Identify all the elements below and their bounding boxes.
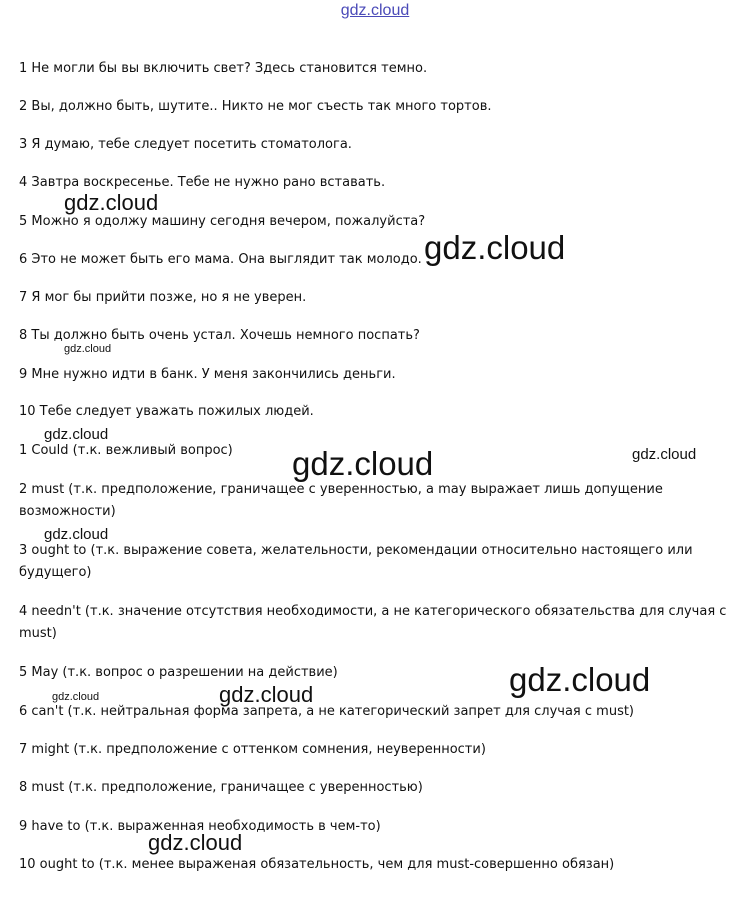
- translation-line: 2 Вы, должно быть, шутите.. Никто не мог съесть так много тортов.: [19, 99, 492, 114]
- answer-line: 5 May (т.к. вопрос о разрешении на действие): [19, 665, 338, 680]
- translation-line: 8 Ты должно быть очень устал. Хочешь немного поспать?: [19, 328, 420, 343]
- answer-line: 2 must (т.к. предположение, граничащее с уверенностью, а may выражает лишь допущение возможности): [19, 482, 663, 519]
- header-watermark: gdz.cloud: [340, 2, 410, 19]
- translation-line: 5 Можно я одолжу машину сегодня вечером, пожалуйста?: [19, 214, 426, 229]
- translation-line: 9 Мне нужно идти в банк. У меня закончились деньги.: [19, 367, 396, 382]
- watermark: gdz.cloud: [424, 229, 566, 266]
- answer-line: 9 have to (т.к. выраженная необходимость в чем-то): [19, 819, 381, 834]
- answer-line: 8 must (т.к. предположение, граничащее с уверенностью): [19, 780, 423, 795]
- watermark: gdz.cloud: [509, 661, 651, 698]
- watermark: gdz.cloud: [44, 526, 109, 543]
- watermark: gdz.cloud: [292, 445, 434, 482]
- watermark: gdz.cloud: [44, 426, 109, 443]
- watermark: gdz.cloud: [148, 830, 243, 855]
- answer-line: 6 can't (т.к. нейтральная форма запрета, а не категорический запрет для случая с must): [19, 704, 635, 719]
- watermark: gdz.cloud: [219, 682, 314, 707]
- translation-line: 6 Это не может быть его мама. Она выглядит так молодо.: [19, 252, 422, 267]
- watermark: gdz.cloud: [64, 343, 112, 355]
- watermark: gdz.cloud: [632, 446, 697, 463]
- answer-line: 4 needn't (т.к. значение отсутствия необходимости, а не категорического обязательства для случая с must): [19, 604, 727, 641]
- answer-line: 10 ought to (т.к. менее выраженая обязательность, чем для must-совершенно обязан): [19, 857, 615, 872]
- translation-line: 1 Не могли бы вы включить свет? Здесь становится темно.: [19, 61, 428, 76]
- answer-line: 1 Could (т.к. вежливый вопрос): [19, 443, 233, 458]
- translation-line: 10 Тебе следует уважать пожилых людей.: [19, 404, 314, 419]
- translation-line: 3 Я думаю, тебе следует посетить стоматолога.: [19, 137, 352, 152]
- answer-line: 3 ought to (т.к. выражение совета, желательности, рекомендации относительно настоящего или будущего): [19, 543, 693, 580]
- translation-line: 4 Завтра воскресенье. Тебе не нужно рано вставать.: [19, 175, 386, 190]
- translation-line: 7 Я мог бы прийти позже, но я не уверен.: [19, 290, 307, 305]
- watermark: gdz.cloud: [52, 691, 100, 703]
- answer-line: 7 might (т.к. предположение с оттенком сомнения, неуверенности): [19, 742, 486, 757]
- watermark: gdz.cloud: [64, 190, 159, 215]
